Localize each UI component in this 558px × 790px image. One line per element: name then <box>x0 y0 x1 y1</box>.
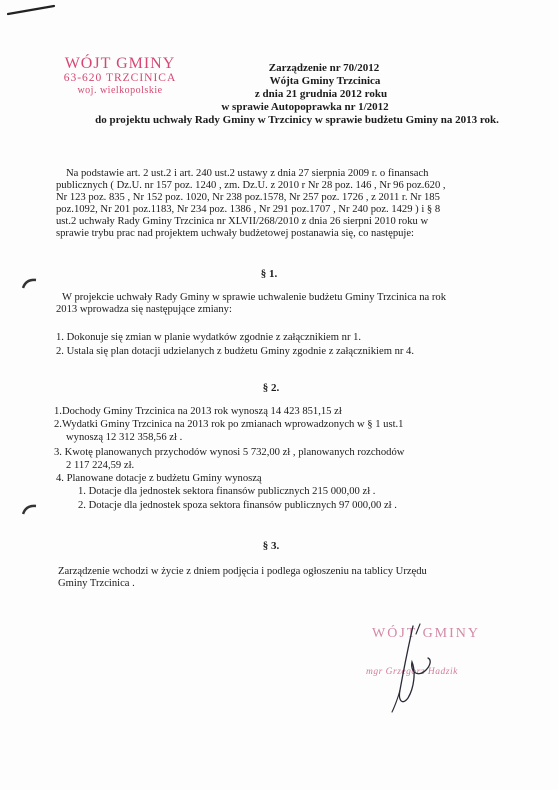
section-2-line: 2 117 224,59 zł. <box>66 460 135 471</box>
title-line-1: Zarządzenie nr 70/2012 <box>268 62 380 74</box>
section-2-line: 4. Planowane dotacje z budżetu Gminy wynoszą <box>56 473 262 484</box>
section-3-line: Zarządzenie wchodzi w życie z dniem podjęcia i podlega ogłoszeniu na tablicy Urzędu <box>58 566 427 577</box>
stamp-line-3: woj. wielkopolskie <box>77 85 163 96</box>
stamp-line-2: 63-620 TRZCINICA <box>63 72 177 84</box>
section-1-heading: § 1. <box>260 268 278 280</box>
preamble-line: publicznych ( Dz.U. nr 157 poz. 1240 , zm. Dz.U. z 2010 r Nr 28 poz. 146 , Nr 96 poz.620 , <box>56 180 446 191</box>
section-1-item: 2. Ustala się plan dotacji udzielanych z budżetu Gminy zgodnie z załącznikiem nr 4. <box>56 346 414 357</box>
preamble-line: sprawie trybu prac nad projektem uchwały budżetowej postanawia się, co następuje: <box>56 228 415 239</box>
document-title <box>0 62 558 127</box>
section-1-item: 1. Dokonuje się zmian w planie wydatków zgodnie z załącznikiem nr 1. <box>56 332 362 343</box>
title-line-3: z dnia 21 grudnia 2012 roku <box>254 88 388 100</box>
section-2-line: 1.Dochody Gminy Trzcinica na 2013 rok wynoszą 14 423 851,15 zł <box>54 406 342 417</box>
stamp-line-1: WÓJT GMINY <box>64 55 176 72</box>
handwritten-signature <box>380 620 450 715</box>
preamble-line: poz.1092, Nr 201 poz.1183, Nr 234 poz. 1386 , Nr 291 poz.1707 , Nr 240 poz. 1429 ) i § 8 <box>56 204 441 215</box>
title-line-2: Wójta Gminy Trzcinica <box>269 75 381 87</box>
preamble-line: Na podstawie art. 2 ust.2 i art. 240 ust.2 ustawy z dnia 27 sierpnia 2009 r. o finansach <box>66 168 429 179</box>
preamble-line: ust.2 uchwały Rady Gminy Trzcinica nr XLVII/268/2010 z dnia 26 sierpni 2010 roku w <box>56 216 429 227</box>
section-2-line: wynoszą 12 312 358,56 zł . <box>66 432 183 443</box>
punch-hole-mark <box>22 276 38 290</box>
section-2-line: 3. Kwotę planowanych przychodów wynosi 5 732,00 zł , planowanych rozchodów <box>54 447 405 458</box>
signature-stamp-name: mgr Grzegorz Hadzik <box>366 667 458 677</box>
punch-hole-mark <box>22 502 38 516</box>
title-line-5: do projektu uchwały Rady Gminy w Trzcinicy w sprawie budżetu Gminy na 2013 rok. <box>95 114 499 126</box>
section-2-line: 2. Dotacje dla jednostek spoza sektora finansów publicznych 97 000,00 zł . <box>78 500 397 511</box>
signature-stamp-title: WÓJT GMINY <box>372 626 481 641</box>
section-2-line: 2.Wydatki Gminy Trzcinica na 2013 rok po zmianach wprowadzonych w § 1 ust.1 <box>54 419 404 430</box>
section-1-intro-line: 2013 wprowadza się następujące zmiany: <box>56 304 232 315</box>
preamble-line: Nr 123 poz. 835 , Nr 152 poz. 1020, Nr 238 poz.1578, Nr 257 poz. 1726 , z 2011 r. Nr 185 <box>56 192 440 203</box>
scan-mark-line <box>6 0 66 20</box>
section-2-line: 1. Dotacje dla jednostek sektora finansów publicznych 215 000,00 zł . <box>78 486 376 497</box>
section-3-line: Gminy Trzcinica . <box>58 578 135 589</box>
title-line-4: w sprawie Autopoprawka nr 1/2012 <box>221 101 389 113</box>
section-2-heading: § 2. <box>262 382 280 394</box>
section-3-heading: § 3. <box>262 540 280 552</box>
section-1-intro-line: W projekcie uchwały Rady Gminy w sprawie uchwalenie budżetu Gminy Trzcinica na rok <box>62 292 447 303</box>
